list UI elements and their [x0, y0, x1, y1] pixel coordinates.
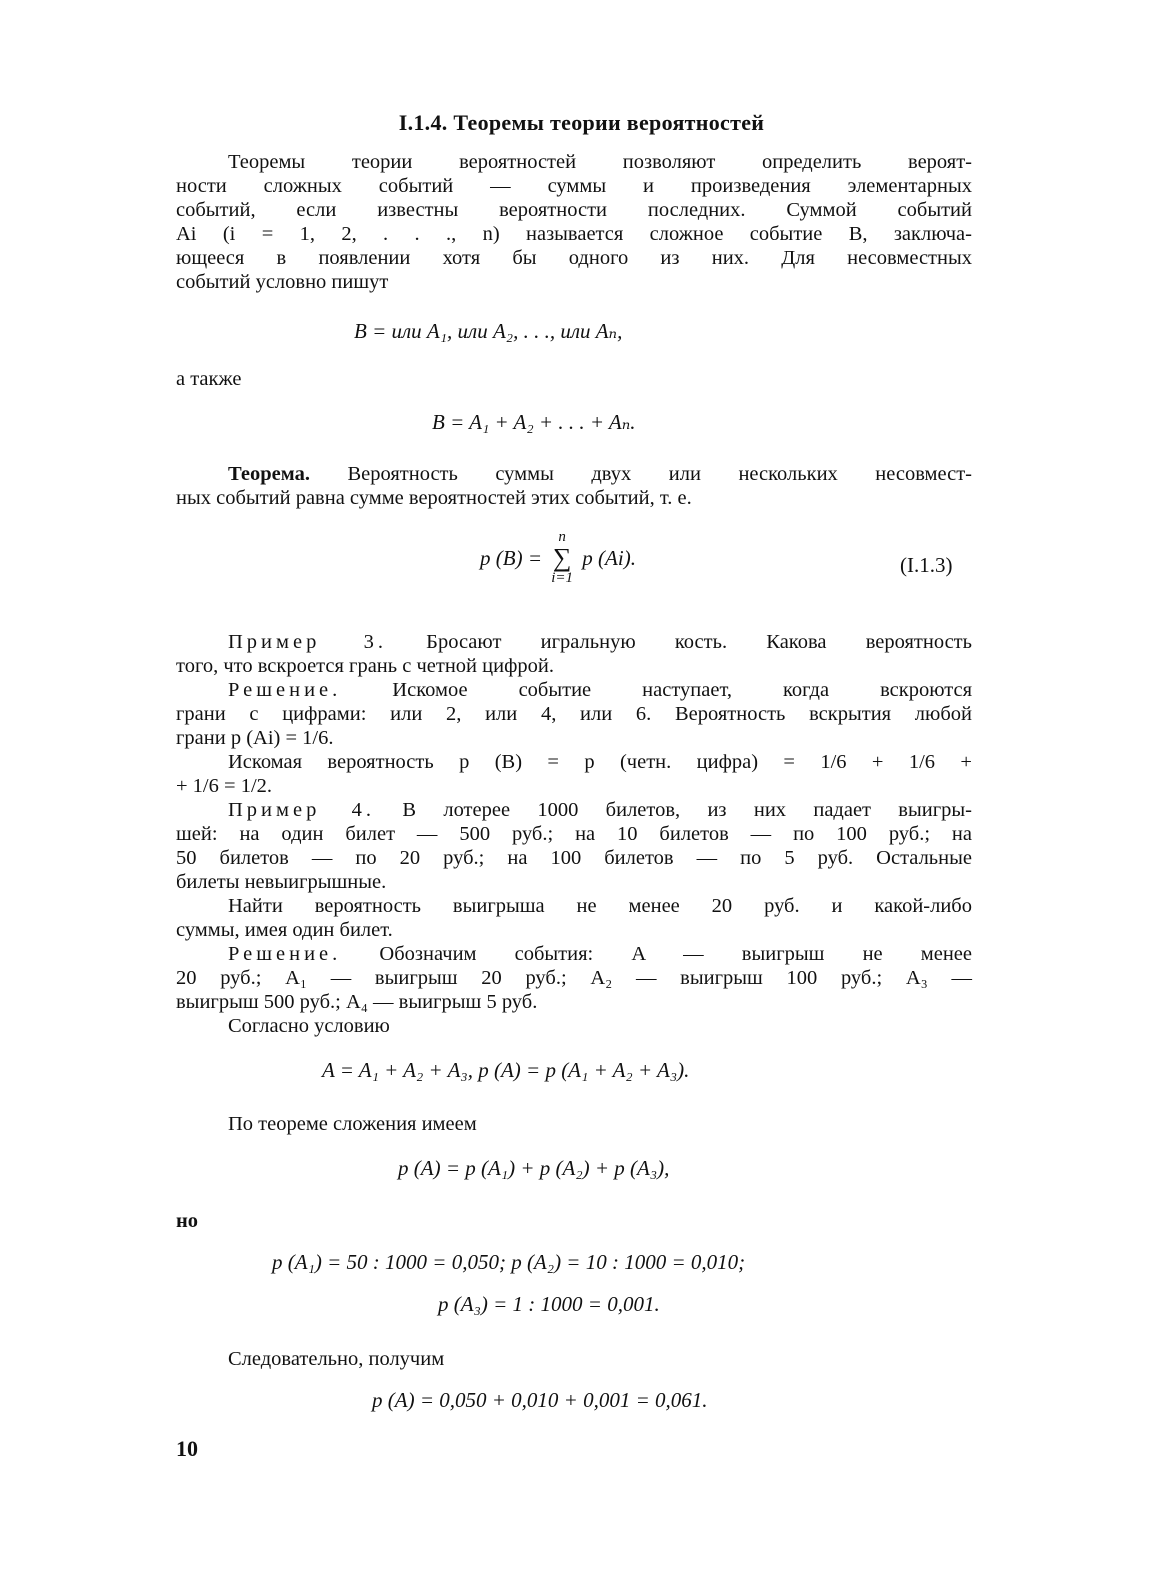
also-text: а также: [176, 368, 242, 390]
sum-upper-limit: n: [558, 529, 566, 545]
solution4-text: Согласно условию: [228, 1015, 390, 1037]
solution3-label: Решение.: [228, 679, 342, 701]
formula-result: p (A) = 0,050 + 0,010 + 0,001 = 0,061.: [372, 1388, 708, 1412]
formula-values-1: p (A₁) = 50 : 1000 = 0,050; p (A₂) = 10 : 1000 = 0,010;: [272, 1250, 746, 1274]
formula-sum-left: p (B) =: [480, 545, 542, 570]
example3-text: того, что вскроется грань с четной цифрой.: [176, 655, 554, 677]
formula-sum-right: p (Ai).: [582, 545, 636, 570]
formula-or: B = или A₁, или A₂, . . ., или Aₙ,: [354, 319, 623, 343]
theorem-paragraph: [176, 462, 972, 510]
example4-text: билеты невыигрышные.: [176, 871, 387, 893]
solution3-text: Искомая вероятность p (B) = p (четн. цифра) = 1/6 + 1/6 +: [228, 751, 972, 773]
solution4-text: выигрыш 500 руб.; A₄ — выигрыш 5 руб.: [176, 991, 538, 1013]
intro-paragraph: [176, 150, 972, 294]
example4-task: Найти вероятность выигрыша не менее 20 руб. и какой-либо: [228, 895, 972, 917]
example4-text: В лотерее 1000 билетов, из них падает выигры-: [402, 799, 972, 821]
theorem-text: ных событий равна сумме вероятностей этих событий, т. е.: [176, 487, 692, 509]
formula-plus: B = A₁ + A₂ + . . . + Aₙ.: [432, 410, 636, 434]
example4-paragraph: [176, 798, 972, 1038]
intro-line: Ai (i = 1, 2, . . ., n) называется сложное событие B, заключа-: [176, 223, 972, 245]
theorem-label: Теорема.: [228, 463, 310, 485]
example4-label: Пример 4.: [228, 799, 376, 821]
theorem-text: Вероятность суммы двух или нескольких несовмест-: [347, 463, 973, 485]
intro-line: событий, если известны вероятности последних. Суммой событий: [176, 199, 972, 221]
solution3-text: Искомое событие наступает, когда вскроются: [392, 679, 972, 701]
section-heading: I.1.4. Теоремы теории вероятностей: [398, 110, 765, 135]
formula-values-2: p (A₃) = 1 : 1000 = 0,001.: [438, 1292, 660, 1316]
solution3-text: + 1/6 = 1/2.: [176, 775, 273, 797]
solution4-label: Решение.: [228, 943, 342, 965]
example4-text: шей: на один билет — 500 руб.; на 10 билетов — по 100 руб.; на: [176, 823, 972, 845]
intro-line: Теоремы теории вероятностей позволяют определить вероят-: [228, 151, 972, 173]
solution3-text: грани p (Ai) = 1/6.: [176, 727, 334, 749]
example3-text: Бросают игральную кость. Какова вероятность: [426, 631, 972, 653]
solution4-text: 20 руб.; A₁ — выигрыш 20 руб.; A₂ — выигрыш 100 руб.; A₃ —: [176, 967, 972, 989]
intro-line: событий условно пишут: [176, 271, 389, 293]
but-text: но: [176, 1210, 199, 1232]
page-number: 10: [176, 1436, 198, 1461]
by-theorem-text: По теореме сложения имеем: [228, 1113, 477, 1135]
example4-text: 50 билетов — по 20 руб.; на 100 билетов — по 5 руб. Остальные: [176, 847, 972, 869]
sigma-symbol: [551, 530, 573, 586]
sum-sign: ∑: [552, 543, 572, 572]
example4-task: суммы, имея один билет.: [176, 919, 393, 941]
sum-lower-limit: i=1: [551, 570, 574, 586]
formula-condition: A = A₁ + A₂ + A₃, p (A) = p (A₁ + A₂ + A₃).: [322, 1058, 690, 1082]
solution3-text: грани с цифрами: или 2, или 4, или 6. Вероятность вскрытия любой: [176, 703, 972, 725]
formula-sum: [480, 529, 636, 588]
solution4-text: Обозначим события: A — выигрыш не менее: [379, 943, 973, 965]
intro-line: ности сложных событий — суммы и произведения элементарных: [176, 175, 972, 197]
intro-line: ющееся в появлении хотя бы одного из них. Для несовместных: [176, 247, 972, 269]
hence-text: Следовательно, получим: [228, 1348, 445, 1370]
formula-addition: p (A) = p (A₁) + p (A₂) + p (A₃),: [398, 1156, 670, 1180]
equation-number: (I.1.3): [900, 553, 953, 577]
example3-label: Пример 3.: [228, 631, 387, 653]
example3-paragraph: [176, 630, 972, 798]
